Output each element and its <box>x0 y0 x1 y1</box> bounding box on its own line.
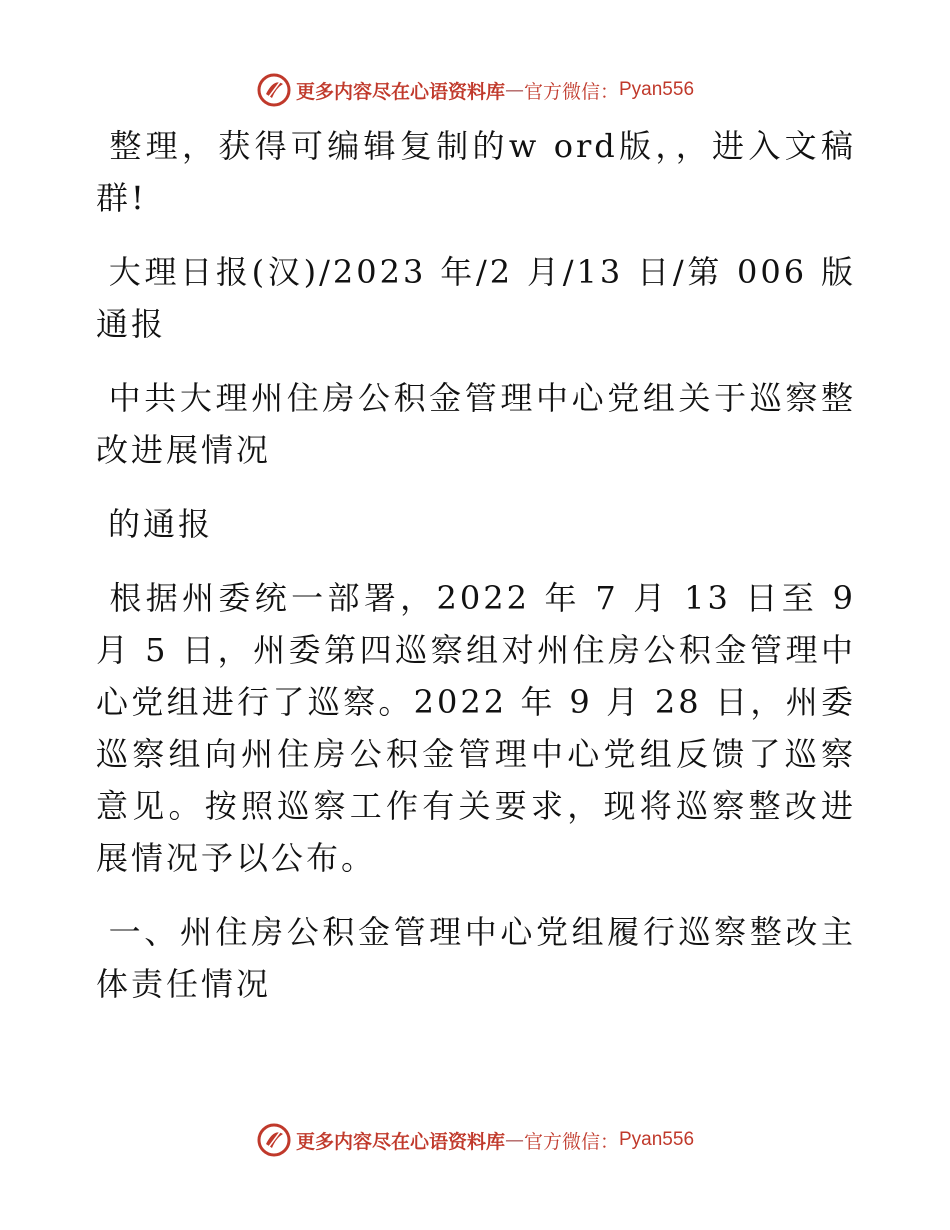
watermark-separator: — <box>504 79 524 101</box>
watermark-separator: — <box>504 1129 524 1151</box>
paragraph-title <box>96 372 856 476</box>
watermark-wechat-id: Pyan556 <box>619 79 695 100</box>
brand-logo-icon <box>256 72 292 108</box>
watermark-site-text: 更多内容尽在心语资料库 <box>295 1130 505 1153</box>
paragraph-source-text: 大理日报(汉)/2023 年/2 月/13 日/第 006 版通报 <box>96 253 856 343</box>
paragraph-title-cont <box>96 498 856 550</box>
brand-logo-icon <box>256 1122 292 1158</box>
watermark-wechat-id: Pyan556 <box>619 1129 695 1150</box>
paragraph-title-cont-text: 的通报 <box>108 505 214 543</box>
paragraph-source <box>96 246 856 350</box>
watermark-official-label: 官方微信： <box>523 1130 619 1153</box>
paragraph-body <box>96 572 856 884</box>
paragraph-body-text: 根据州委统一部署，2022 年 7 月 13 日至 9 月 5 日，州委第四巡察组对州住房公积金管理中心党组进行了巡察。2022 年 9 月 28 日，州委巡察组向州住房公积金管理中心党组反馈了巡察意见。按照巡察工作有关要求，现将巡察整改进展情况予以公布。 <box>96 579 856 877</box>
paragraph-section-heading-text: 一、州住房公积金管理中心党组履行巡察整改主体责任情况 <box>96 913 856 1003</box>
header-watermark <box>0 70 950 110</box>
paragraph-section-heading <box>96 906 856 1010</box>
watermark-site-text: 更多内容尽在心语资料库 <box>295 80 505 103</box>
watermark-official-label: 官方微信： <box>523 80 619 103</box>
paragraph-title-text: 中共大理州住房公积金管理中心党组关于巡察整改进展情况 <box>96 379 856 469</box>
paragraph-intro-text: 整理，获得可编辑复制的w ord版，，进入文稿群! <box>96 127 856 217</box>
paragraph-intro <box>96 120 856 224</box>
document-body <box>96 120 856 1032</box>
footer-watermark <box>0 1120 950 1160</box>
